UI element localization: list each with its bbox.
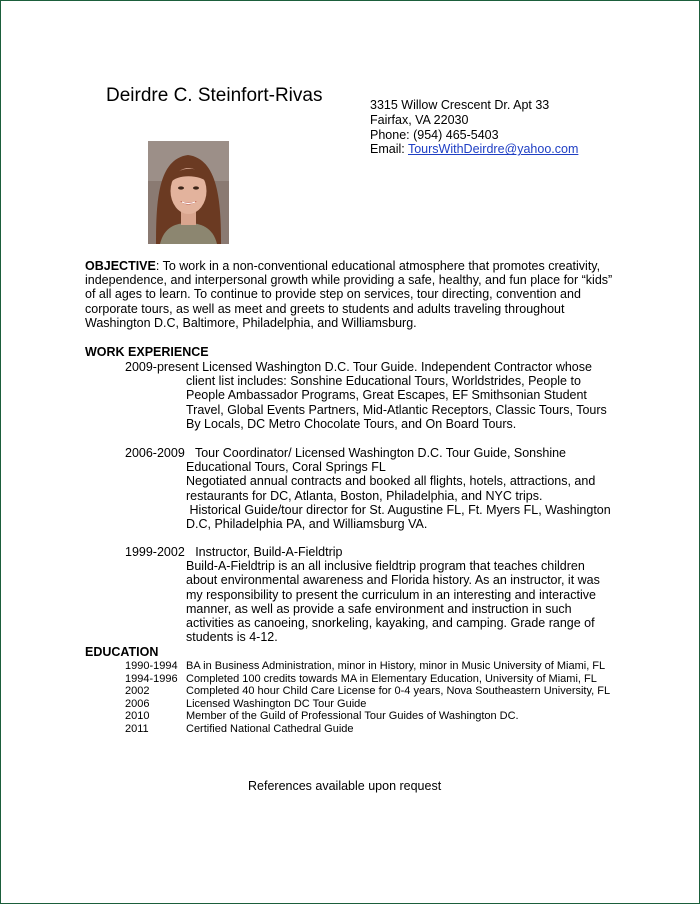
email-link[interactable]: ToursWithDeirdre@yahoo.com xyxy=(407,142,579,157)
education-row xyxy=(125,723,620,736)
objective-section xyxy=(85,259,625,330)
education-desc: Certified National Cathedral Guide xyxy=(186,722,354,735)
job-line: my responsibility to present the curriculum in an interesting and interactive xyxy=(186,587,596,602)
job-entry xyxy=(125,545,625,644)
education-year: 1990-1994 xyxy=(125,660,178,672)
phone-number: Phone: (954) 465-5403 xyxy=(370,127,499,142)
education-row xyxy=(125,698,620,711)
portrait-image xyxy=(148,141,229,244)
job-title: 2009-present Licensed Washington D.C. Tour Guide. Independent Contractor whose xyxy=(125,360,592,374)
contact-block xyxy=(370,98,578,157)
address-line-2: Fairfax, VA 22030 xyxy=(370,112,469,127)
education-desc: Licensed Washington DC Tour Guide xyxy=(186,697,367,710)
education-year: 2011 xyxy=(125,722,149,735)
job-entry xyxy=(125,446,625,531)
job-line: students is 4-12. xyxy=(186,630,278,645)
education-row xyxy=(125,673,620,686)
job-title: 1999-2002 Instructor, Build-A-Fieldtrip xyxy=(125,545,343,559)
job-line: Historical Guide/tour director for St. Augustine FL, Ft. Myers FL, Washington xyxy=(186,502,611,517)
job-line: about environmental awareness and Florida history. As an instructor, it was xyxy=(186,573,600,588)
job-line: activities as canoeing, snorkeling, kayaking, and camping. Grade range of xyxy=(186,616,595,631)
job-line: manner, as well as provide a safe environment and instruction in such xyxy=(186,601,572,616)
job-line: People Ambassador Programs, Great Escapes, EF Smithsonian Student xyxy=(186,388,587,403)
references-note: References available upon request xyxy=(248,779,442,793)
education-desc: BA in Business Administration, minor in History, minor in Music University of Miami, FL xyxy=(186,660,606,672)
education-year: 2006 xyxy=(125,697,150,710)
job-title: 2006-2009 Tour Coordinator/ Licensed Washington D.C. Tour Guide, Sonshine xyxy=(125,446,567,460)
applicant-name: Deirdre C. Steinfort-Rivas xyxy=(106,85,323,106)
education-row xyxy=(125,660,620,673)
job-line: By Locals, DC Metro Chocolate Tours, and On Board Tours. xyxy=(186,416,517,431)
education-desc: Completed 40 hour Child Care License for 0-4 years, Nova Southeastern University, FL xyxy=(186,685,611,698)
education-year: 2002 xyxy=(125,685,150,698)
education-desc: Completed 100 credits towards MA in Elementary Education, University of Miami, FL xyxy=(186,672,597,685)
job-line: client list includes: Sonshine Educational Tours, Worldstrides, People to xyxy=(186,374,581,389)
education-desc: Member of the Guild of Professional Tour Guides of Washington DC. xyxy=(186,710,519,723)
address-line-1: 3315 Willow Crescent Dr. Apt 33 xyxy=(370,98,550,112)
education-row xyxy=(125,685,620,698)
profile-photo xyxy=(148,141,229,244)
email-label: Email: xyxy=(370,142,408,157)
job-line: Negotiated annual contracts and booked all flights, hotels, attractions, and xyxy=(186,474,596,489)
education-heading: EDUCATION xyxy=(85,645,159,659)
objective-label: OBJECTIVE xyxy=(85,259,156,273)
education-row xyxy=(125,710,620,723)
education-list xyxy=(125,660,620,736)
education-year: 1994-1996 xyxy=(125,672,178,685)
email-line xyxy=(370,142,578,157)
work-experience-heading: WORK EXPERIENCE xyxy=(85,345,209,359)
job-line: D.C, Philadelphia PA, and Williamsburg VA. xyxy=(186,517,428,532)
job-line: Build-A-Fieldtrip is an all inclusive fieldtrip program that teaches children xyxy=(186,559,585,574)
objective-text: : To work in a non-conventional educational atmosphere that promotes creativity, independence, and interpersonal growth while providing a safe, healthy, and fun place for “kids” of all ages to learn. To continue to provide step on services, tour directing, convention and corporate tours, as well as meet and greets to students and adults traveling throughout Washington D.C, Baltimore, Philadelphia, and Williamsburg. xyxy=(85,259,613,330)
job-entry xyxy=(125,360,625,431)
education-year: 2010 xyxy=(125,710,150,723)
job-line: Travel, Global Events Partners, Mid-Atlantic Receptors, Classic Tours, Tours xyxy=(186,402,607,417)
job-line: Educational Tours, Coral Springs FL xyxy=(186,460,386,475)
job-line: restaurants for DC, Atlanta, Boston, Philadelphia, and NYC trips. xyxy=(186,488,543,503)
